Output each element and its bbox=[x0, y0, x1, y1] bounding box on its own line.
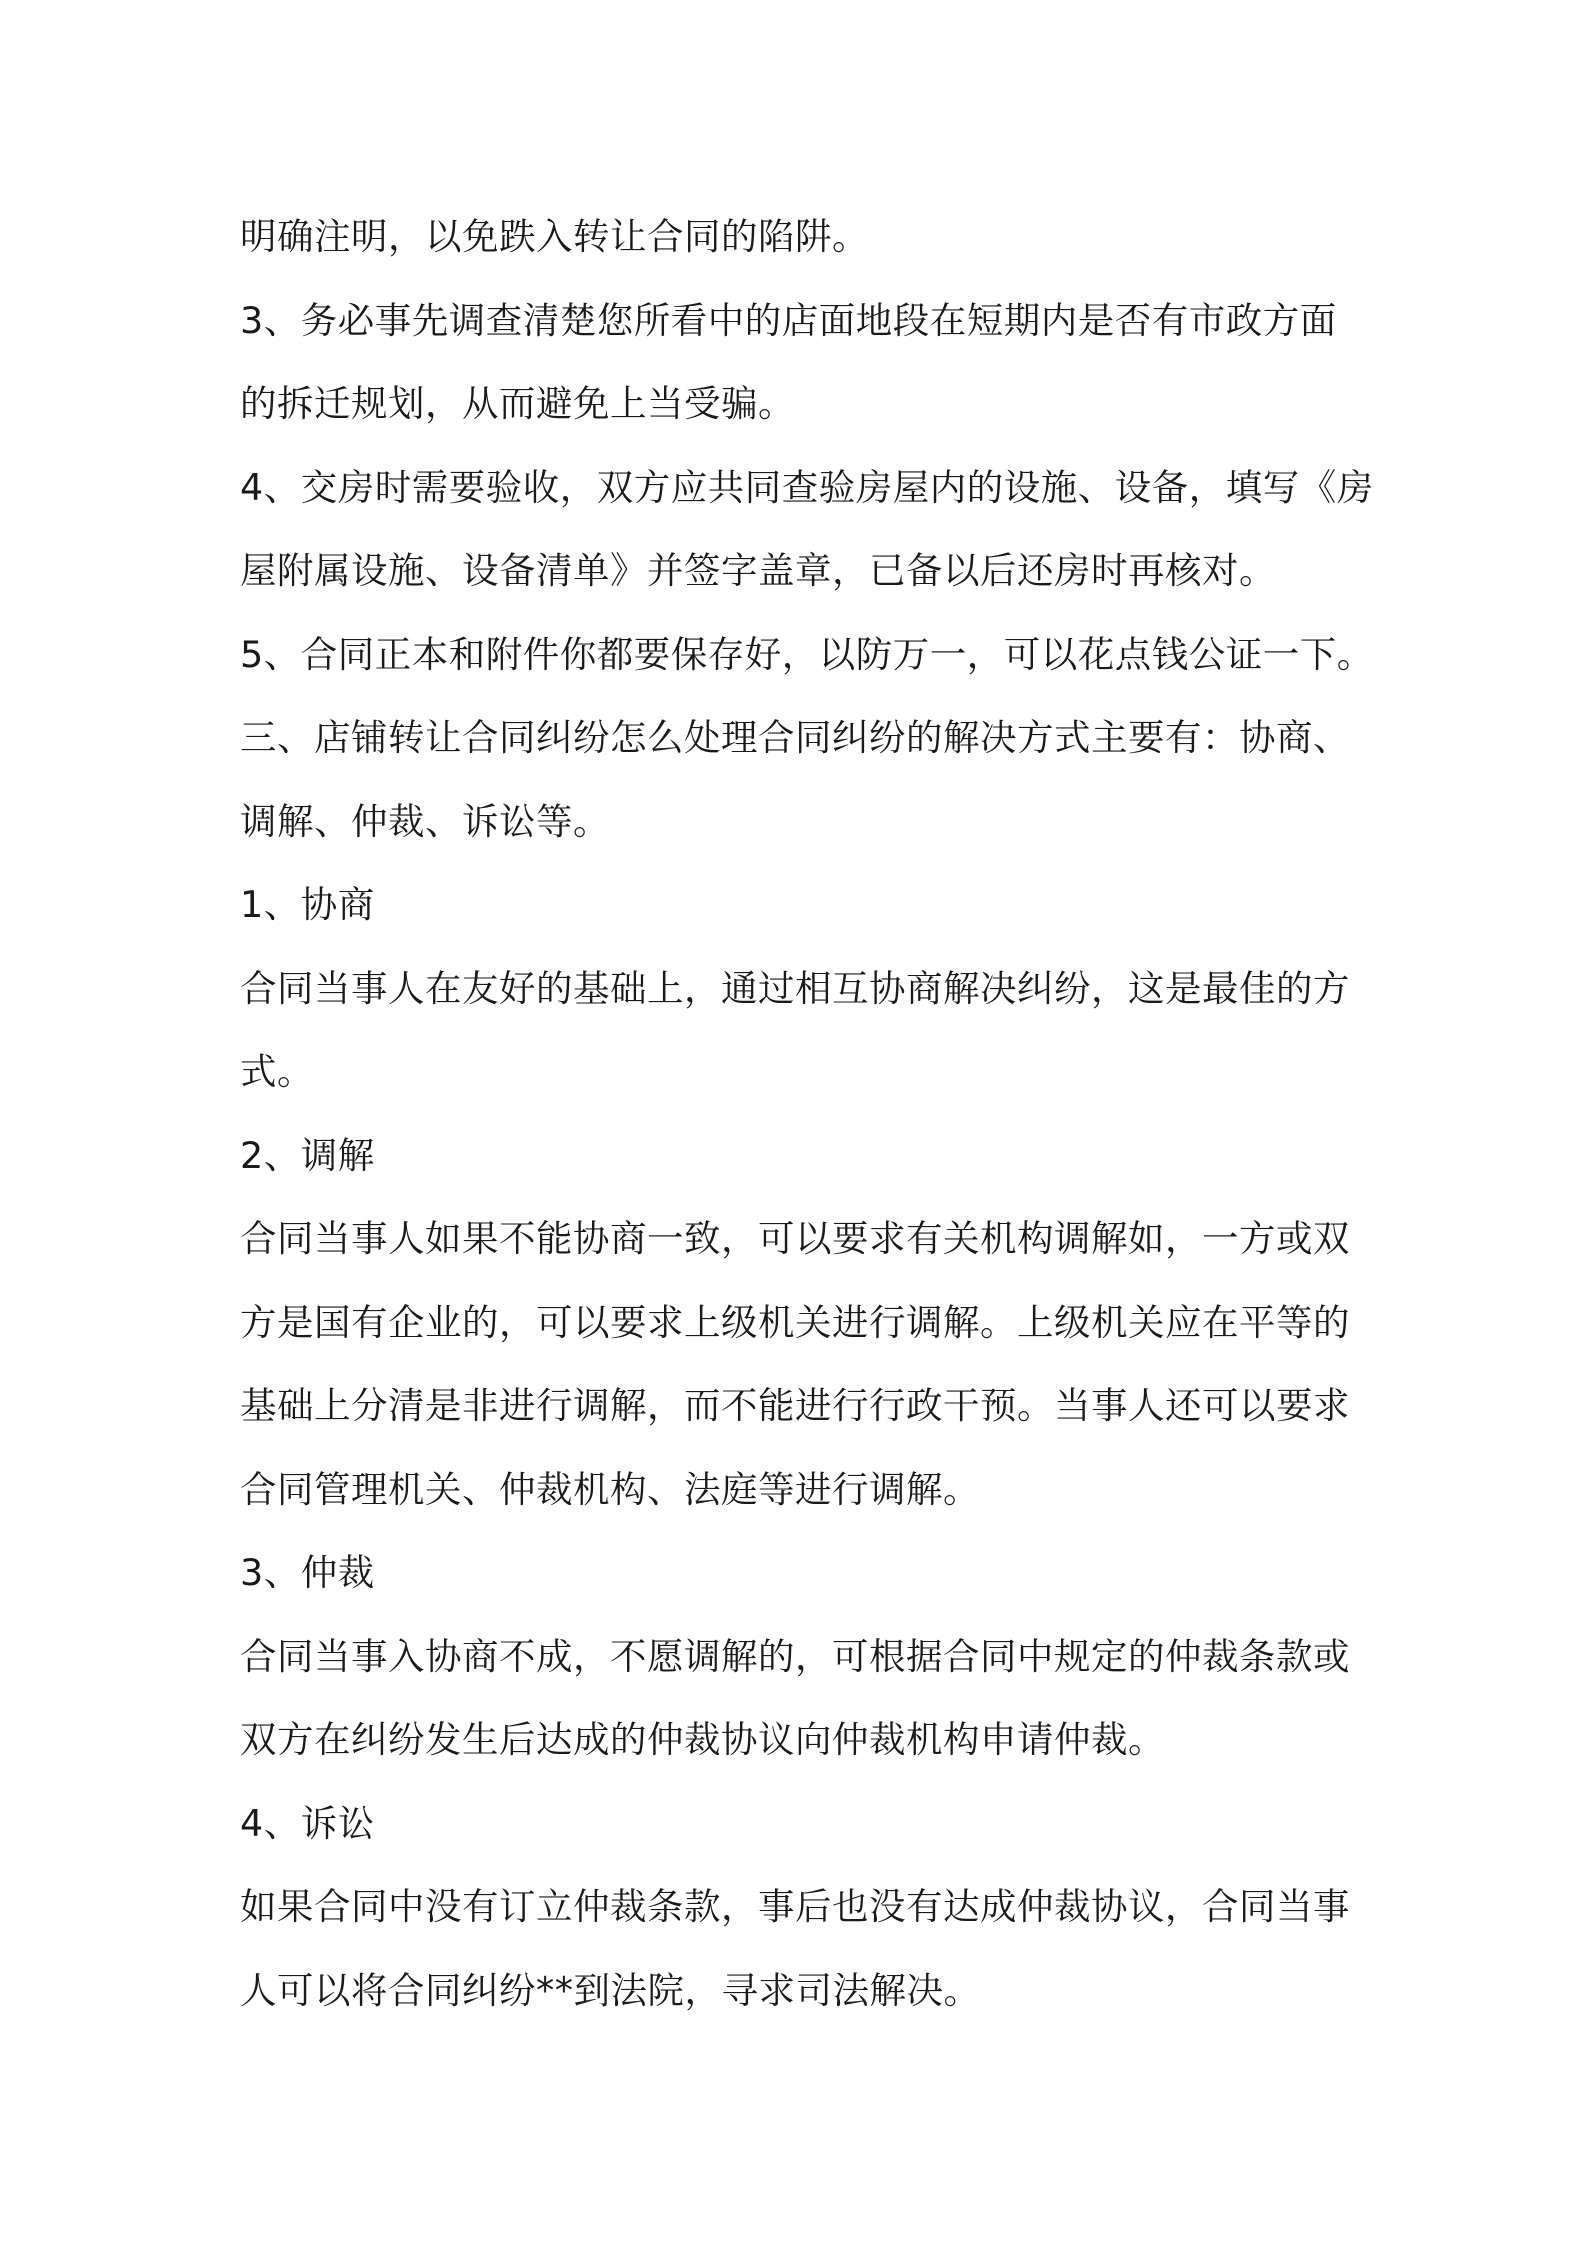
text-line: 合同当事人在友好的基础上，通过相互协商解决纠纷，这是最佳的方 bbox=[240, 966, 1350, 1010]
subsection-heading: 3、仲裁 bbox=[240, 1551, 375, 1594]
subsection-heading: 1、协商 bbox=[240, 883, 375, 926]
text-line: 合同当事入协商不成，不愿调解的，可根据合同中规定的仲裁条款或 bbox=[240, 1634, 1350, 1678]
text-line: 基础上分清是非进行调解，而不能进行行政干预。当事人还可以要求 bbox=[240, 1384, 1350, 1427]
text-line: 合同管理机关、仲裁机构、法庭等进行调解。 bbox=[240, 1467, 980, 1511]
text-line: 方是国有企业的，可以要求上级机关进行调解。上级机关应在平等的 bbox=[240, 1300, 1350, 1344]
subsection-heading: 4、诉讼 bbox=[240, 1801, 375, 1845]
text-line: 的拆迁规划，从而避免上当受骗。 bbox=[240, 382, 795, 425]
text-line: 如果合同中没有订立仲裁条款，事后也没有达成仲裁协议，合同当事 bbox=[240, 1885, 1350, 1928]
text-line: 明确注明，以免跌入转让合同的陷阱。 bbox=[240, 215, 869, 258]
text-line: 3、务必事先调查清楚您所看中的店面地段在短期内是否有市政方面 bbox=[240, 298, 1337, 342]
text-line: 式。 bbox=[240, 1050, 314, 1093]
document-body bbox=[240, 195, 1374, 2032]
subsection-heading: 2、调解 bbox=[240, 1133, 375, 1177]
text-line: 调解、仲裁、诉讼等。 bbox=[240, 799, 610, 843]
section-heading: 三、店铺转让合同纠纷怎么处理合同纠纷的解决方式主要有：协商、 bbox=[240, 716, 1350, 759]
text-line: 人可以将合同纠纷**到法院，寻求司法解决。 bbox=[240, 1968, 981, 2012]
text-line: 屋附属设施、设备清单》并签字盖章，已备以后还房时再核对。 bbox=[240, 549, 1276, 592]
text-line: 4、交房时需要验收，双方应共同查验房屋内的设施、设备，填写《房 bbox=[240, 465, 1374, 509]
text-line: 5、合同正本和附件你都要保存好，以防万一，可以花点钱公证一下。 bbox=[240, 632, 1374, 676]
text-line: 合同当事人如果不能协商一致，可以要求有关机构调解如，一方或双 bbox=[240, 1217, 1350, 1260]
text-line: 双方在纠纷发生后达成的仲裁协议向仲裁机构申请仲裁。 bbox=[240, 1718, 1165, 1761]
